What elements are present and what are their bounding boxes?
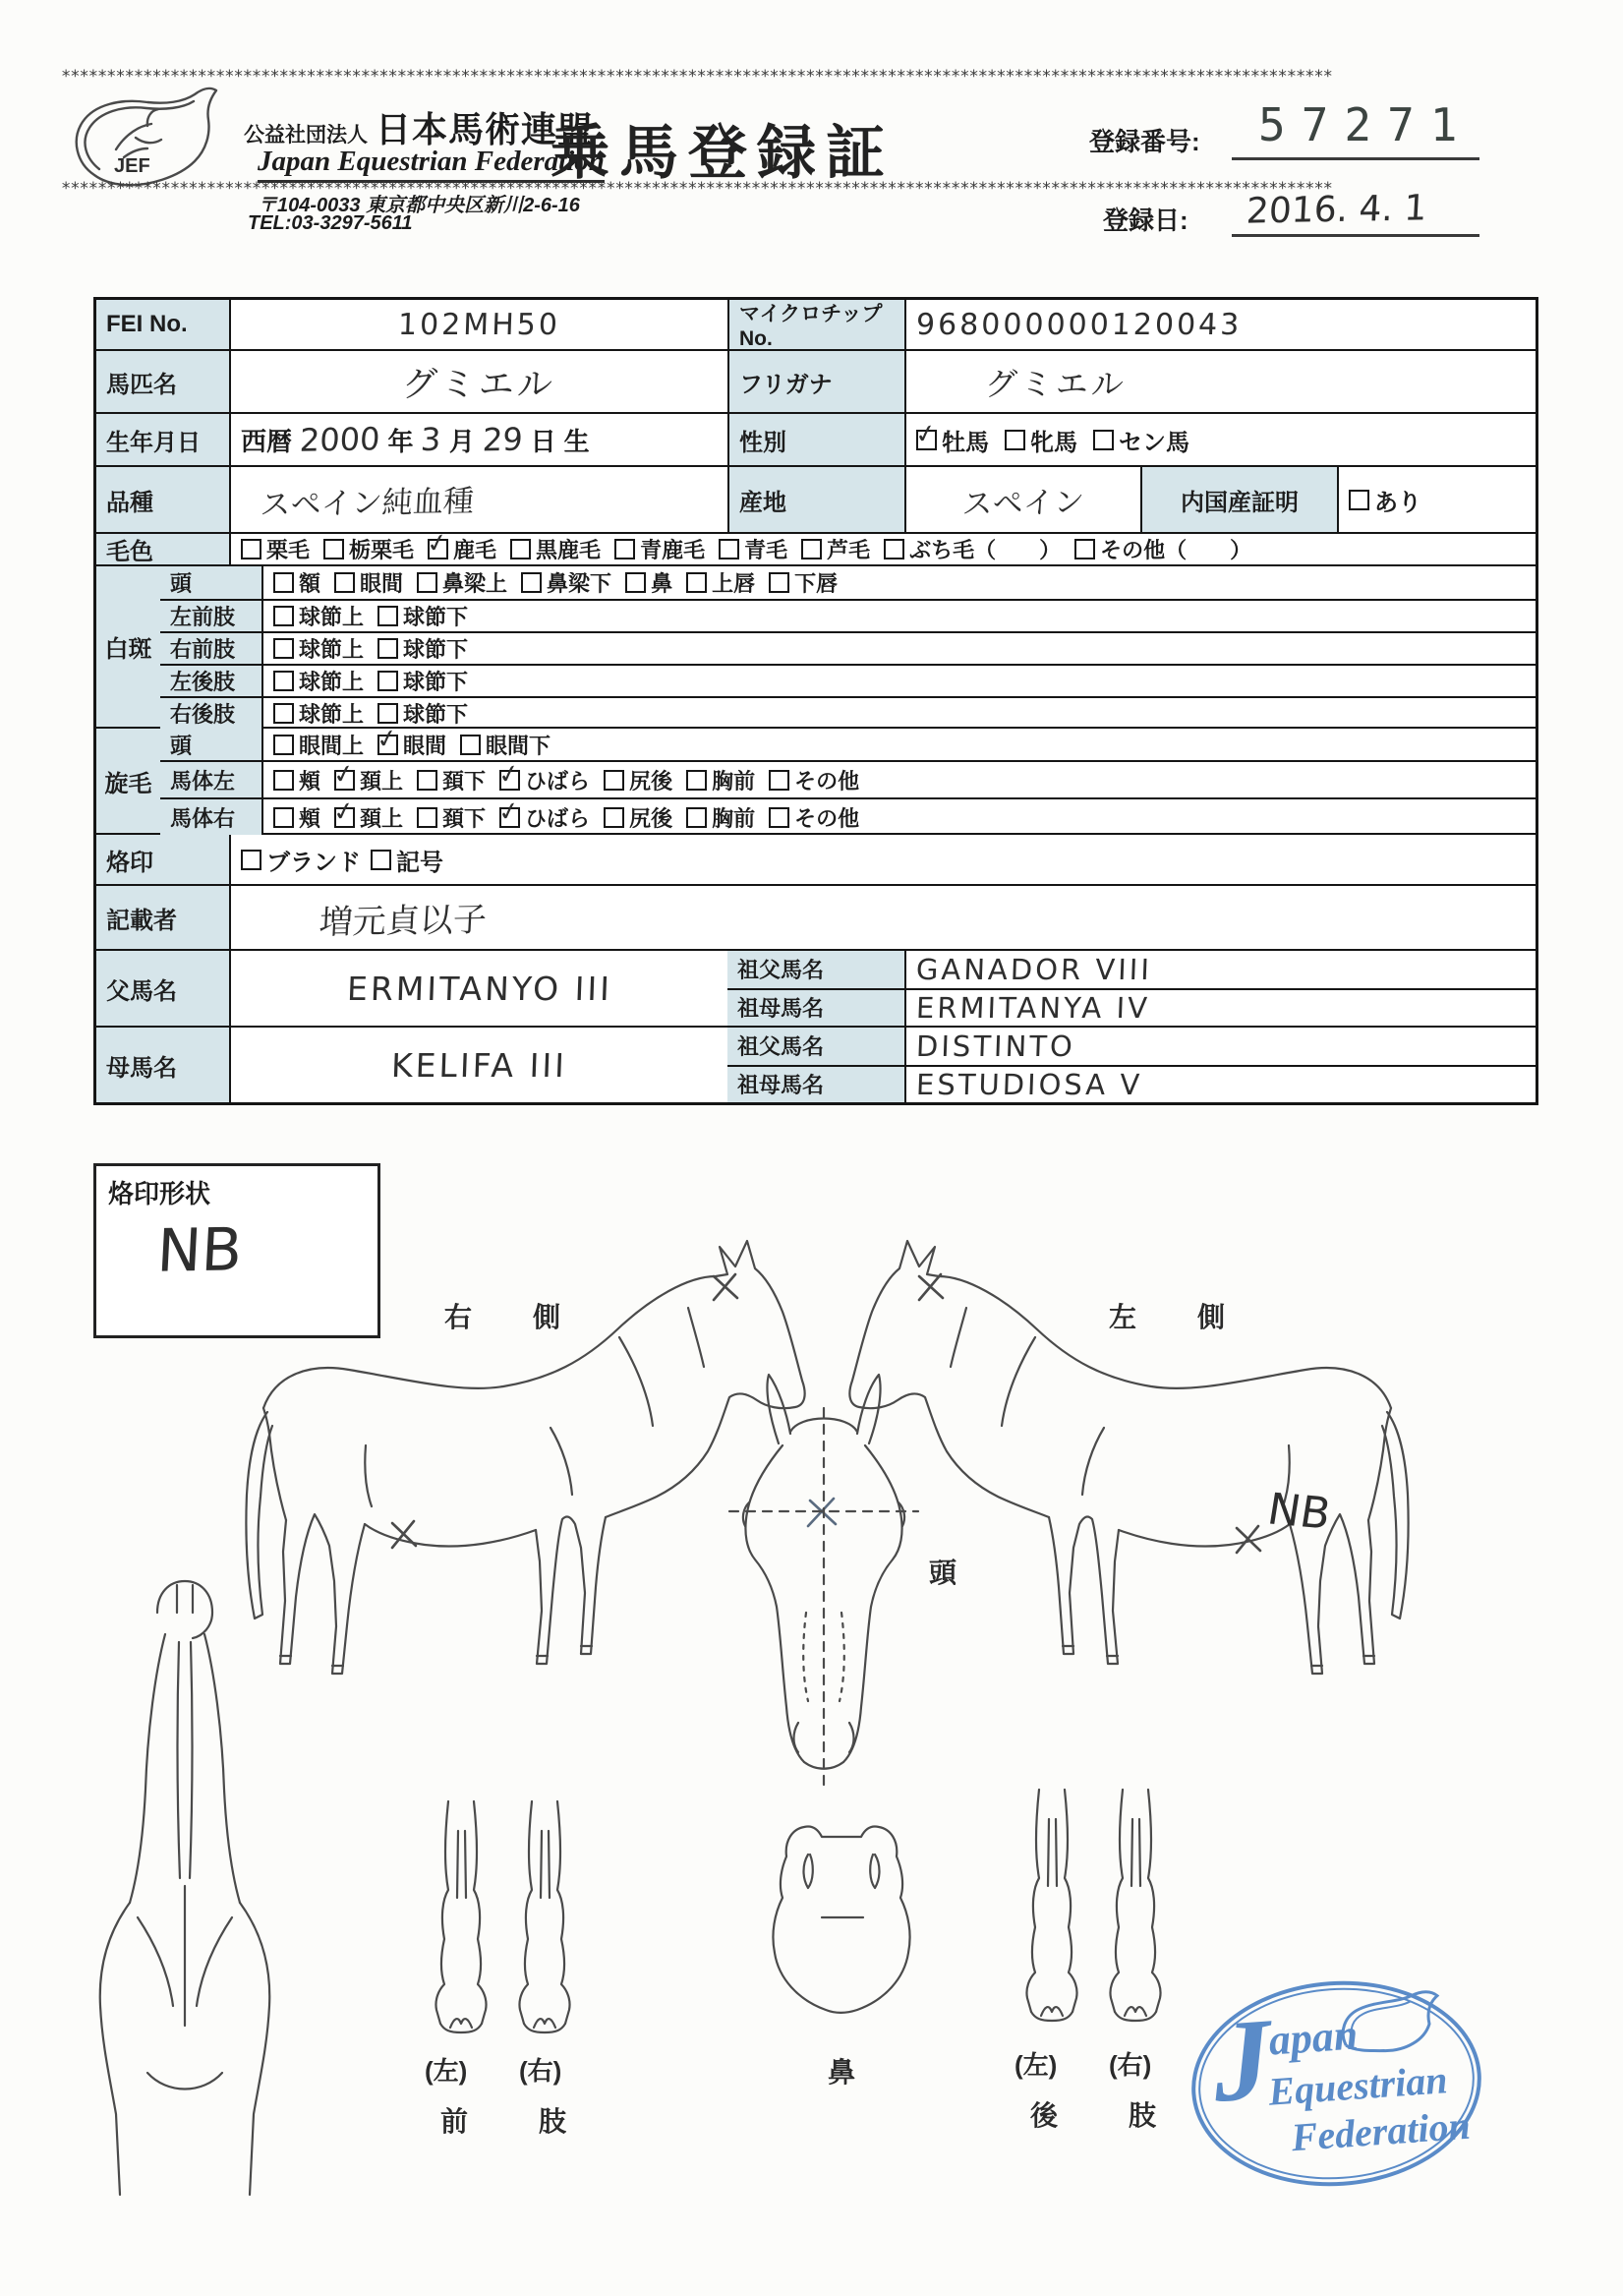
unchecked-checkbox-icon [1074, 539, 1095, 559]
checkbox-option [417, 567, 507, 598]
unchecked-checkbox-icon [686, 770, 707, 791]
registration-table [93, 297, 1538, 1105]
table-group-whorls [96, 727, 1536, 833]
hind-right-label: (右) [1109, 2050, 1152, 2080]
checkbox-option [273, 666, 364, 696]
dam-granddam-value [904, 1067, 1536, 1102]
checkbox-option [1074, 534, 1251, 564]
checkbox-option [499, 765, 590, 795]
group-sub-row-options [261, 729, 1536, 760]
birth-month-handwriting: 3 [420, 420, 442, 459]
checkbox-label: あり [1374, 489, 1421, 516]
checked-checkbox-icon [499, 807, 520, 828]
separator-top: ******************************************************************************************************************************************** [61, 67, 1332, 87]
checkbox-option [769, 802, 859, 833]
flank-brand-mark [1266, 1484, 1333, 1540]
unchecked-checkbox-icon [273, 671, 294, 691]
unchecked-checkbox-icon [719, 539, 739, 559]
birth-day-unit: 日 [530, 426, 556, 456]
horse-top-view-figure [100, 1581, 270, 2195]
stamp-line-federation: Federation [1290, 2102, 1473, 2160]
checkbox-option [604, 765, 672, 795]
checkbox-label: 鼻梁下 [547, 571, 612, 596]
stamp-saddle-icon [1333, 1987, 1456, 2064]
furigana-value [904, 351, 1536, 412]
front-limb-label: 前肢 [440, 2106, 638, 2137]
checkbox-label: 牝馬 [1030, 429, 1077, 456]
sire-grandsire-row [727, 951, 1536, 988]
group-sub-row [160, 729, 1536, 760]
dam-handwriting: KELIFA III [390, 1045, 568, 1085]
unchecked-checkbox-icon [1349, 490, 1369, 510]
breed-handwriting: スペイン純血種 [259, 483, 475, 523]
unchecked-checkbox-icon [417, 807, 437, 828]
document-title: 乗馬登録証 [551, 120, 895, 186]
fei-handwriting: 102MH50 [397, 307, 561, 342]
sex-options [904, 414, 1536, 465]
horse-name-value [229, 351, 727, 412]
group-sub-row-label: 頭 [160, 729, 261, 760]
fei-label: FEI No. [96, 300, 229, 349]
checkbox-option [614, 534, 705, 564]
registration-date-handwriting: 2016. 4. 1 [1245, 188, 1428, 232]
checkbox-option [273, 567, 320, 598]
checkbox-option [273, 802, 320, 833]
group-sub-row [160, 696, 1536, 729]
unchecked-checkbox-icon [769, 807, 789, 828]
group-sub-row [160, 566, 1536, 599]
checkbox-option [916, 423, 989, 457]
sire-grandsire-handwriting: GANADOR VIII [915, 952, 1153, 986]
coat-color-label: 毛色 [96, 534, 229, 564]
org-tel: TEL:03-3297-5611 [248, 212, 413, 234]
unchecked-checkbox-icon [614, 539, 635, 559]
checkbox-option [884, 534, 1061, 564]
checkbox-label: 頚上 [360, 805, 404, 831]
registration-number-value: 57271 [1258, 98, 1474, 151]
group-sub-row [160, 664, 1536, 696]
horse-name-label: 馬匹名 [96, 351, 229, 412]
brand-shape-handwriting: NB [155, 1215, 244, 1286]
checkbox-label: 眼間上 [299, 733, 365, 758]
unchecked-checkbox-icon [273, 807, 294, 828]
sire-granddam-value [904, 990, 1536, 1026]
sire-value [229, 951, 727, 1026]
fei-value [229, 300, 727, 349]
sire-label: 父馬名 [96, 951, 229, 1026]
origin-label: 産地 [727, 467, 904, 532]
checkbox-label: 頚下 [442, 805, 487, 831]
table-row-name [96, 349, 1536, 412]
table-row-fei [96, 300, 1536, 349]
checkbox-label: 球節下 [403, 670, 469, 694]
checkbox-label: 胸前 [712, 768, 756, 794]
birth-year-handwriting: 2000 [298, 420, 381, 459]
left-side-view-label: 左側 [1109, 1302, 1287, 1332]
sire-handwriting: ERMITANYO III [345, 969, 613, 1008]
front-left-label: (左) [425, 2056, 468, 2086]
unchecked-checkbox-icon [241, 850, 261, 870]
registration-date-label: 登録日: [1103, 206, 1188, 235]
checked-checkbox-icon [377, 735, 398, 755]
dam-granddam-handwriting: ESTUDIOSA V [915, 1067, 1143, 1101]
checkbox-option [769, 567, 838, 598]
birth-era: 西暦 [241, 426, 293, 456]
checked-checkbox-icon [916, 430, 937, 450]
checkbox-option [334, 765, 403, 795]
group-sub-row [160, 631, 1536, 664]
checkbox-label: 額 [299, 571, 321, 596]
checkbox-label: 青毛 [744, 538, 788, 562]
checkbox-label: 頬 [299, 768, 321, 794]
dam-grandsire-row [727, 1028, 1536, 1065]
sire-granddam-handwriting: ERMITANYA IV [915, 990, 1151, 1025]
checkbox-option [377, 601, 468, 631]
group-sub-row-options [261, 633, 1536, 664]
checkbox-label: 栃栗毛 [349, 538, 415, 562]
checkbox-option [686, 567, 755, 598]
dam-grandsire-handwriting: DISTINTO [915, 1029, 1076, 1063]
checkbox-label: 眼間 [360, 571, 404, 596]
dam-granddam-label: 祖母馬名 [727, 1067, 904, 1102]
sire-granddam-row [727, 988, 1536, 1026]
dam-grandparents [727, 1028, 1536, 1102]
table-row-coat [96, 532, 1536, 564]
checkbox-option [377, 730, 446, 760]
brand-shape-box [93, 1163, 380, 1338]
checkbox-label: 下唇 [794, 571, 839, 596]
table-row-sire [96, 949, 1536, 1026]
checked-checkbox-icon [499, 770, 520, 791]
birthdate-label: 生年月日 [96, 414, 229, 465]
unchecked-checkbox-icon [769, 572, 789, 593]
hind-limb-label: 後肢 [1030, 2100, 1228, 2131]
checkbox-label: 頚上 [360, 768, 404, 794]
unchecked-checkbox-icon [273, 770, 294, 791]
checkbox-label: ひばら [525, 768, 591, 794]
group-sub-row-options [261, 762, 1536, 797]
checkbox-label: その他 [794, 768, 860, 794]
checkbox-label: 鼻梁上 [442, 571, 508, 596]
dam-granddam-row [727, 1065, 1536, 1102]
checkbox-label: 球節上 [299, 605, 365, 629]
whorls-group-label: 旋毛 [96, 729, 160, 833]
checkbox-option [273, 633, 364, 664]
checkbox-option [1005, 423, 1077, 457]
unchecked-checkbox-icon [604, 770, 624, 791]
checkbox-option [377, 633, 468, 664]
unchecked-checkbox-icon [510, 539, 531, 559]
horse-head-front-figure [729, 1375, 918, 1785]
unchecked-checkbox-icon [377, 703, 398, 724]
checkbox-label: 球節上 [299, 637, 365, 662]
registration-date-underline [1232, 234, 1479, 237]
org-address: 〒104-0033 東京都中央区新川2-6-16 [258, 195, 580, 216]
checkbox-label: 芦毛 [827, 538, 871, 562]
table-row-breed [96, 465, 1536, 532]
checkbox-option [273, 765, 320, 795]
checkbox-option [273, 730, 364, 760]
checkbox-option [417, 802, 486, 833]
white-markings-rows [160, 566, 1536, 727]
birth-day-handwriting: 29 [481, 420, 524, 459]
unchecked-checkbox-icon [1093, 430, 1114, 450]
unchecked-checkbox-icon [273, 638, 294, 659]
checkbox-option [604, 802, 672, 833]
unchecked-checkbox-icon [521, 572, 542, 593]
checkbox-option [323, 534, 414, 564]
unchecked-checkbox-icon [377, 606, 398, 626]
dam-grandsire-label: 祖父馬名 [727, 1028, 904, 1065]
microchip-value [904, 300, 1536, 349]
checkbox-label: その他 [794, 805, 860, 831]
unchecked-checkbox-icon [625, 572, 646, 593]
white-markings-group-label: 白斑 [96, 566, 160, 727]
sire-grandsire-value [904, 951, 1536, 988]
stamp-initial: J [1208, 1993, 1276, 2127]
sire-grandparents [727, 951, 1536, 1026]
checkbox-option [719, 534, 787, 564]
checked-checkbox-icon [334, 807, 355, 828]
jef-federation-stamp [1185, 1972, 1488, 2196]
checkbox-label: ブランド [266, 849, 361, 876]
group-sub-row-label: 左前肢 [160, 601, 261, 631]
group-sub-row-label: 頭 [160, 566, 261, 599]
group-sub-row [160, 760, 1536, 797]
unchecked-checkbox-icon [273, 703, 294, 724]
breed-value [229, 467, 727, 532]
checkbox-label: 球節上 [299, 670, 365, 694]
sire-granddam-label: 祖母馬名 [727, 990, 904, 1026]
checkbox-option [769, 765, 859, 795]
unchecked-checkbox-icon [323, 539, 344, 559]
brand-shape-label: 烙印形状 [108, 1179, 211, 1208]
table-row-recorder [96, 884, 1536, 949]
group-sub-row-options [261, 666, 1536, 696]
checkbox-label: 頚下 [442, 768, 487, 794]
unchecked-checkbox-icon [460, 735, 481, 755]
group-sub-row-label: 右前肢 [160, 633, 261, 664]
unchecked-checkbox-icon [273, 572, 294, 593]
separator-second: ******************************************************************************************************************************************** [61, 179, 1332, 199]
microchip-handwriting: 968000000120043 [915, 307, 1243, 342]
right-side-view-label: 右側 [444, 1302, 622, 1332]
checkbox-label: その他（ ） [1100, 538, 1252, 562]
dam-grandsire-value [904, 1028, 1536, 1065]
checkbox-label: 上唇 [712, 571, 756, 596]
dam-label: 母馬名 [96, 1028, 229, 1102]
birthdate-value [229, 414, 727, 465]
recorder-handwriting: 増元貞以子 [318, 900, 488, 942]
checkbox-label: 青鹿毛 [640, 538, 706, 562]
birth-month-unit: 月 [448, 426, 475, 456]
unchecked-checkbox-icon [241, 539, 261, 559]
unchecked-checkbox-icon [273, 606, 294, 626]
checkbox-option [241, 843, 361, 877]
recorder-label: 記載者 [96, 886, 229, 949]
front-right-label: (右) [519, 2056, 562, 2086]
unchecked-checkbox-icon [1005, 430, 1025, 450]
microchip-label: マイクロチップNo. [727, 300, 904, 349]
head-view-label: 頭 [929, 1558, 957, 1588]
checkbox-option [521, 567, 611, 598]
group-sub-row-options [261, 601, 1536, 631]
domestic-proof-label: 内国産証明 [1140, 467, 1337, 532]
jef-logo-text: JEF [114, 155, 150, 177]
stamp-line-japan: apan [1267, 2010, 1360, 2065]
checkbox-label: 栗毛 [266, 538, 311, 562]
horse-leg-figure [435, 1801, 486, 2032]
checkbox-option [334, 802, 403, 833]
recorder-value [229, 886, 1536, 949]
org-type-label: 公益社団法人 [244, 124, 368, 147]
group-sub-row-options [261, 698, 1536, 729]
checkbox-option [499, 802, 590, 833]
unchecked-checkbox-icon [604, 807, 624, 828]
checkbox-option [1093, 423, 1189, 457]
group-sub-row-label: 馬体右 [160, 799, 261, 835]
checkbox-label: 胸前 [712, 805, 756, 831]
checkbox-option [417, 765, 486, 795]
brand-label: 烙印 [96, 835, 229, 884]
hind-left-label: (左) [1014, 2050, 1058, 2080]
checkbox-label: 球節下 [403, 702, 469, 727]
furigana-handwriting: グミエル [984, 364, 1128, 403]
checkbox-option [625, 567, 672, 598]
checkbox-label: 尻後 [629, 805, 673, 831]
checkbox-option [377, 666, 468, 696]
checked-checkbox-icon [334, 770, 355, 791]
checkbox-label: 牡馬 [942, 429, 989, 456]
checkbox-option [334, 567, 403, 598]
checkbox-option [460, 730, 551, 760]
checkbox-option [428, 534, 496, 564]
checkbox-option [273, 698, 364, 729]
unchecked-checkbox-icon [686, 572, 707, 593]
sex-label: 性別 [727, 414, 904, 465]
horse-name-handwriting: グミエル [401, 364, 557, 405]
checkbox-label: 記号 [396, 849, 443, 876]
group-sub-row-label: 馬体左 [160, 762, 261, 797]
furigana-label: フリガナ [727, 351, 904, 412]
unchecked-checkbox-icon [377, 671, 398, 691]
table-group-white-markings [96, 564, 1536, 727]
checkbox-label: 尻後 [629, 768, 673, 794]
domestic-proof-options [1337, 467, 1536, 532]
checkbox-option [686, 802, 755, 833]
checkbox-label: 頬 [299, 805, 321, 831]
checked-checkbox-icon [428, 539, 448, 559]
unchecked-checkbox-icon [273, 735, 294, 755]
brand-options [229, 835, 1536, 884]
flank-brand-handwriting: NB [1264, 1484, 1335, 1540]
table-row-birth [96, 412, 1536, 465]
unchecked-checkbox-icon [417, 770, 437, 791]
checkbox-label: 球節下 [403, 637, 469, 662]
unchecked-checkbox-icon [686, 807, 707, 828]
registration-number-underline [1232, 157, 1479, 160]
group-sub-row [160, 797, 1536, 835]
checkbox-option [801, 534, 870, 564]
unchecked-checkbox-icon [377, 638, 398, 659]
unchecked-checkbox-icon [417, 572, 437, 593]
group-sub-row [160, 599, 1536, 631]
group-sub-row-options [261, 566, 1536, 599]
checkbox-option [241, 534, 310, 564]
registration-number-label: 登録番号: [1089, 127, 1200, 156]
coat-color-options [229, 534, 1536, 564]
org-name-en: Japan Equestrian Federation [258, 146, 605, 183]
checkbox-label: 黒鹿毛 [536, 538, 602, 562]
horse-nose-figure [773, 1826, 909, 2013]
checkbox-label: 球節下 [403, 605, 469, 629]
checkbox-label: 球節上 [299, 702, 365, 727]
checkbox-option [273, 601, 364, 631]
group-sub-row-options [261, 799, 1536, 835]
checkbox-label: 眼間 [403, 733, 447, 758]
birth-suffix: 生 [563, 426, 590, 456]
breed-label: 品種 [96, 467, 229, 532]
dam-value [229, 1028, 727, 1102]
unchecked-checkbox-icon [769, 770, 789, 791]
unchecked-checkbox-icon [334, 572, 355, 593]
table-row-brand [96, 833, 1536, 884]
stamp-line-equestrian: Equestrian [1266, 2057, 1449, 2114]
group-sub-row-label: 左後肢 [160, 666, 261, 696]
table-row-dam [96, 1026, 1536, 1102]
unchecked-checkbox-icon [371, 850, 391, 870]
checkbox-label: セン馬 [1119, 429, 1189, 456]
brand-shape-value [96, 1210, 377, 1285]
checkbox-label: ぶち毛（ ） [909, 538, 1062, 562]
origin-value [904, 467, 1140, 532]
sire-grandsire-label: 祖父馬名 [727, 951, 904, 988]
checkbox-option [1349, 483, 1421, 517]
checkbox-label: ひばら [525, 805, 591, 831]
nose-view-label: 鼻 [828, 2057, 856, 2088]
org-name: 日本馬術連盟 [376, 109, 595, 149]
origin-handwriting: スペイン [960, 484, 1085, 522]
checkbox-option [510, 534, 601, 564]
checkbox-label: 眼間下 [486, 733, 551, 758]
checkbox-option [371, 843, 443, 877]
birth-year-unit: 年 [387, 426, 414, 456]
whorls-rows [160, 729, 1536, 833]
group-sub-row-label: 右後肢 [160, 698, 261, 729]
unchecked-checkbox-icon [884, 539, 904, 559]
checkbox-option [686, 765, 755, 795]
checkbox-label: 鹿毛 [453, 538, 497, 562]
unchecked-checkbox-icon [801, 539, 822, 559]
checkbox-label: 鼻 [651, 571, 673, 596]
checkbox-option [377, 698, 468, 729]
